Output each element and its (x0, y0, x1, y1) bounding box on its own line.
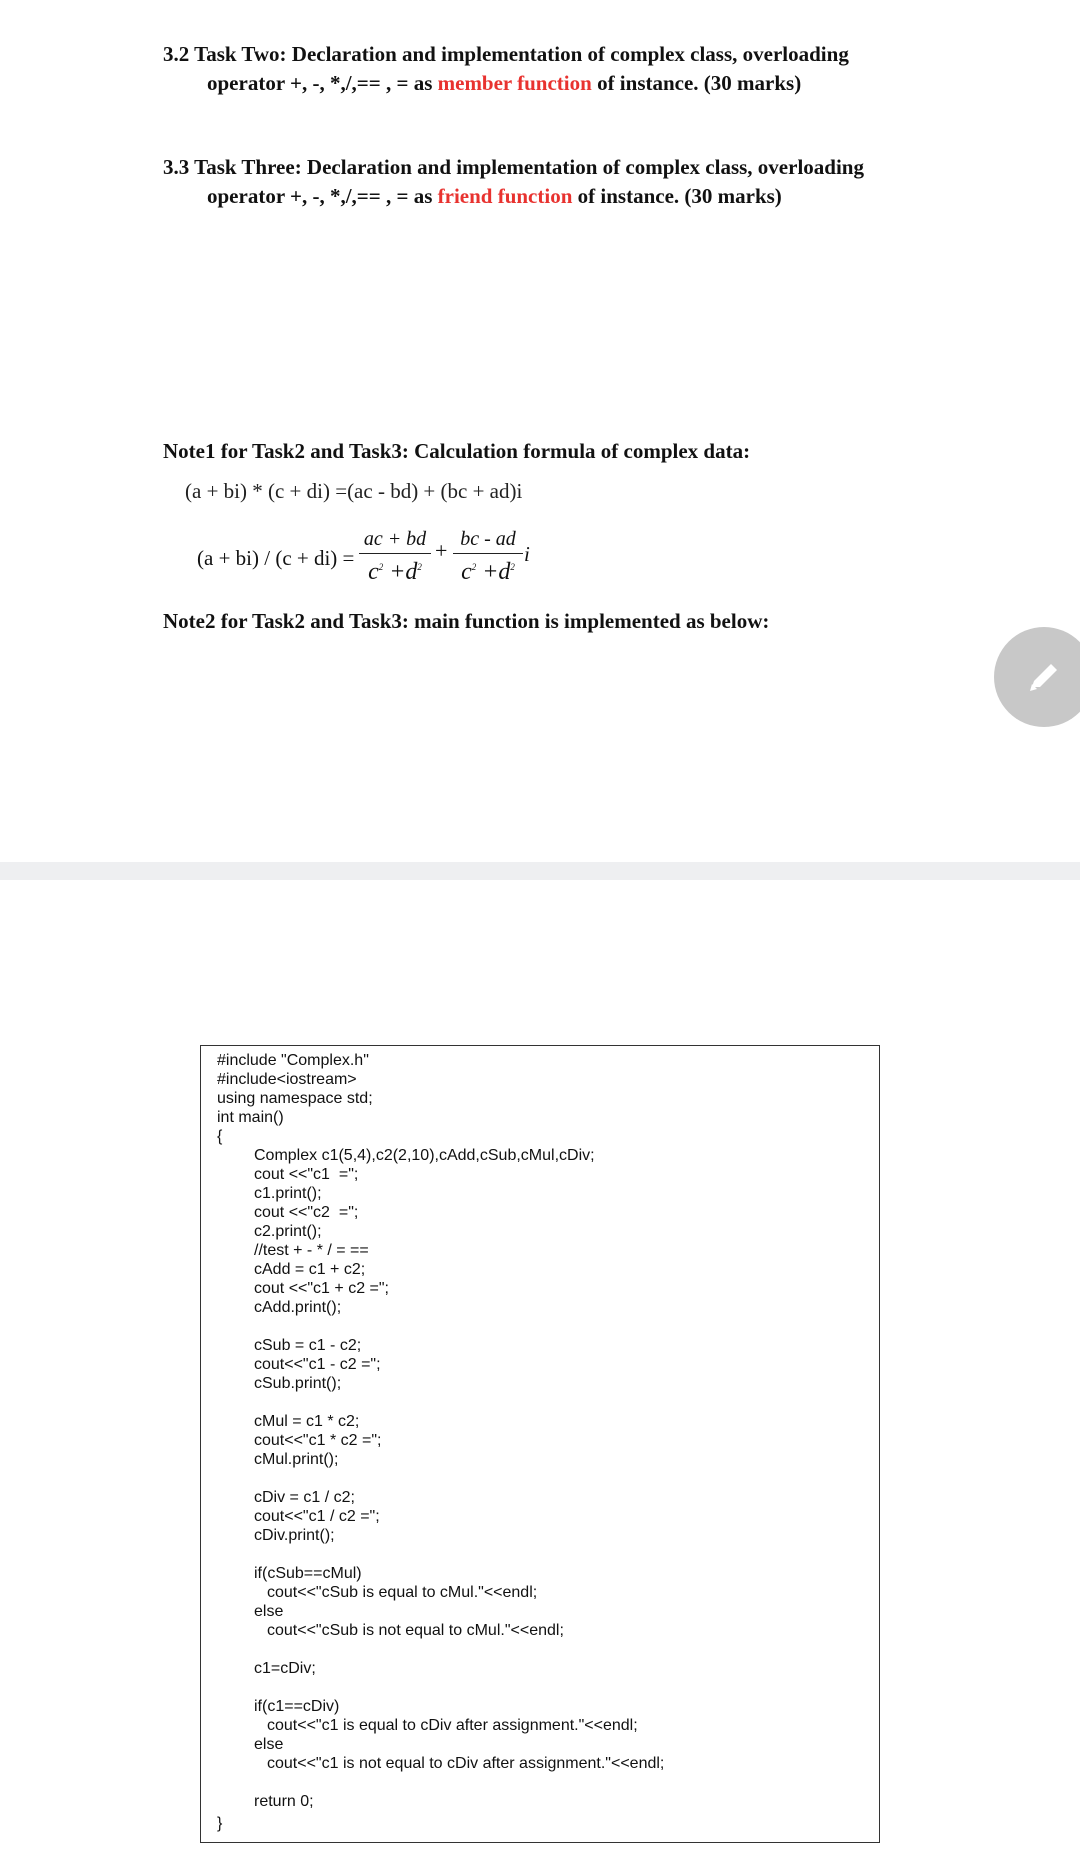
code-line: else (254, 1603, 284, 1620)
formula-division-lhs: (a + bi) / (c + di) = (197, 546, 355, 570)
division-fraction-imag (453, 528, 523, 585)
task-two-line1: 3.2 Task Two: Declaration and implementation of complex class, overloading (163, 42, 849, 66)
code-line: #include "Complex.h" (217, 1052, 369, 1069)
code-line: #include<iostream> (217, 1071, 357, 1088)
formula-division (197, 528, 557, 598)
task-three-line1: 3.3 Task Three: Declaration and implementation of complex class, overloading (163, 155, 864, 179)
code-line: cSub = c1 - c2; (254, 1337, 362, 1354)
note1-heading: Note1 for Task2 and Task3: Calculation formula of complex data: (163, 439, 751, 463)
code-line: cAdd.print(); (254, 1299, 342, 1316)
fraction-real-denominator: $c^2 +d^2$ (368, 559, 422, 585)
code-block (200, 1045, 880, 1843)
code-line: cSub.print(); (254, 1375, 342, 1392)
division-fraction-real (359, 528, 431, 585)
code-line: if(cSub==cMul) (254, 1565, 362, 1582)
pencil-icon (1024, 657, 1064, 697)
task-three-line2-prefix: operator +, -, *,/,== , = as (207, 184, 438, 208)
code-line: cout <<"c1 + c2 ="; (254, 1280, 389, 1297)
code-line: } (217, 1815, 223, 1832)
code-line: Complex c1(5,4),c2(2,10),cAdd,cSub,cMul,cDiv; (254, 1147, 595, 1164)
code-line: c2.print(); (254, 1223, 322, 1240)
fraction-imag-numerator: bc - ad (460, 528, 516, 550)
task-three-highlight: friend function (437, 184, 573, 208)
task-three-heading (163, 153, 963, 211)
code-line: c1.print(); (254, 1185, 322, 1202)
code-line: cDiv.print(); (254, 1527, 335, 1544)
note2-heading: Note2 for Task2 and Task3: main function is implemented as below: (163, 609, 770, 633)
task-two-highlight: member function (437, 71, 592, 95)
code-line: else (254, 1736, 284, 1753)
formula-multiplication: (a + bi) * (c + di) =(ac - bd) + (bc + ad)i (185, 479, 523, 503)
code-line: cout<<"c1 is not equal to cDiv after assignment."<<endl; (267, 1755, 665, 1772)
code-line: cout<<"cSub is equal to cMul."<<endl; (267, 1584, 538, 1601)
page-separator (0, 862, 1080, 880)
code-line: c1=cDiv; (254, 1660, 316, 1677)
code-line: cout<<"c1 * c2 ="; (254, 1432, 382, 1449)
code-line: cout<<"cSub is not equal to cMul."<<endl; (267, 1622, 564, 1639)
code-line: { (217, 1128, 223, 1145)
code-line: int main() (217, 1109, 284, 1126)
fraction-real-numerator: ac + bd (363, 528, 427, 550)
code-line: return 0; (254, 1793, 314, 1810)
task-three-line2-suffix: of instance. (30 marks) (572, 184, 782, 208)
code-line: cDiv = c1 / c2; (254, 1489, 355, 1506)
code-line: cout<<"c1 - c2 ="; (254, 1356, 381, 1373)
code-line: cout <<"c1 ="; (254, 1166, 359, 1183)
code-line: cout<<"c1 / c2 ="; (254, 1508, 380, 1525)
task-two-line2 (163, 69, 963, 98)
code-line: if(c1==cDiv) (254, 1698, 340, 1715)
code-line: cAdd = c1 + c2; (254, 1261, 366, 1278)
code-line: //test + - * / = == (254, 1242, 369, 1259)
task-two-heading (163, 40, 963, 98)
code-line: cMul = c1 * c2; (254, 1413, 360, 1430)
code-line: cMul.print(); (254, 1451, 339, 1468)
code-line: cout<<"c1 is equal to cDiv after assignment."<<endl; (267, 1717, 638, 1734)
document-page-top (0, 0, 1080, 862)
task-two-line2-prefix: operator +, -, *,/,== , = as (207, 71, 438, 95)
code-line: using namespace std; (217, 1090, 373, 1107)
code-line: cout <<"c2 ="; (254, 1204, 359, 1221)
task-two-line2-suffix: of instance. (30 marks) (591, 71, 802, 95)
task-three-line2 (163, 182, 963, 211)
imaginary-unit: i (524, 542, 530, 566)
fraction-plus-sign: + (435, 538, 448, 563)
fraction-imag-denominator: $c^2 +d^2$ (461, 559, 515, 585)
